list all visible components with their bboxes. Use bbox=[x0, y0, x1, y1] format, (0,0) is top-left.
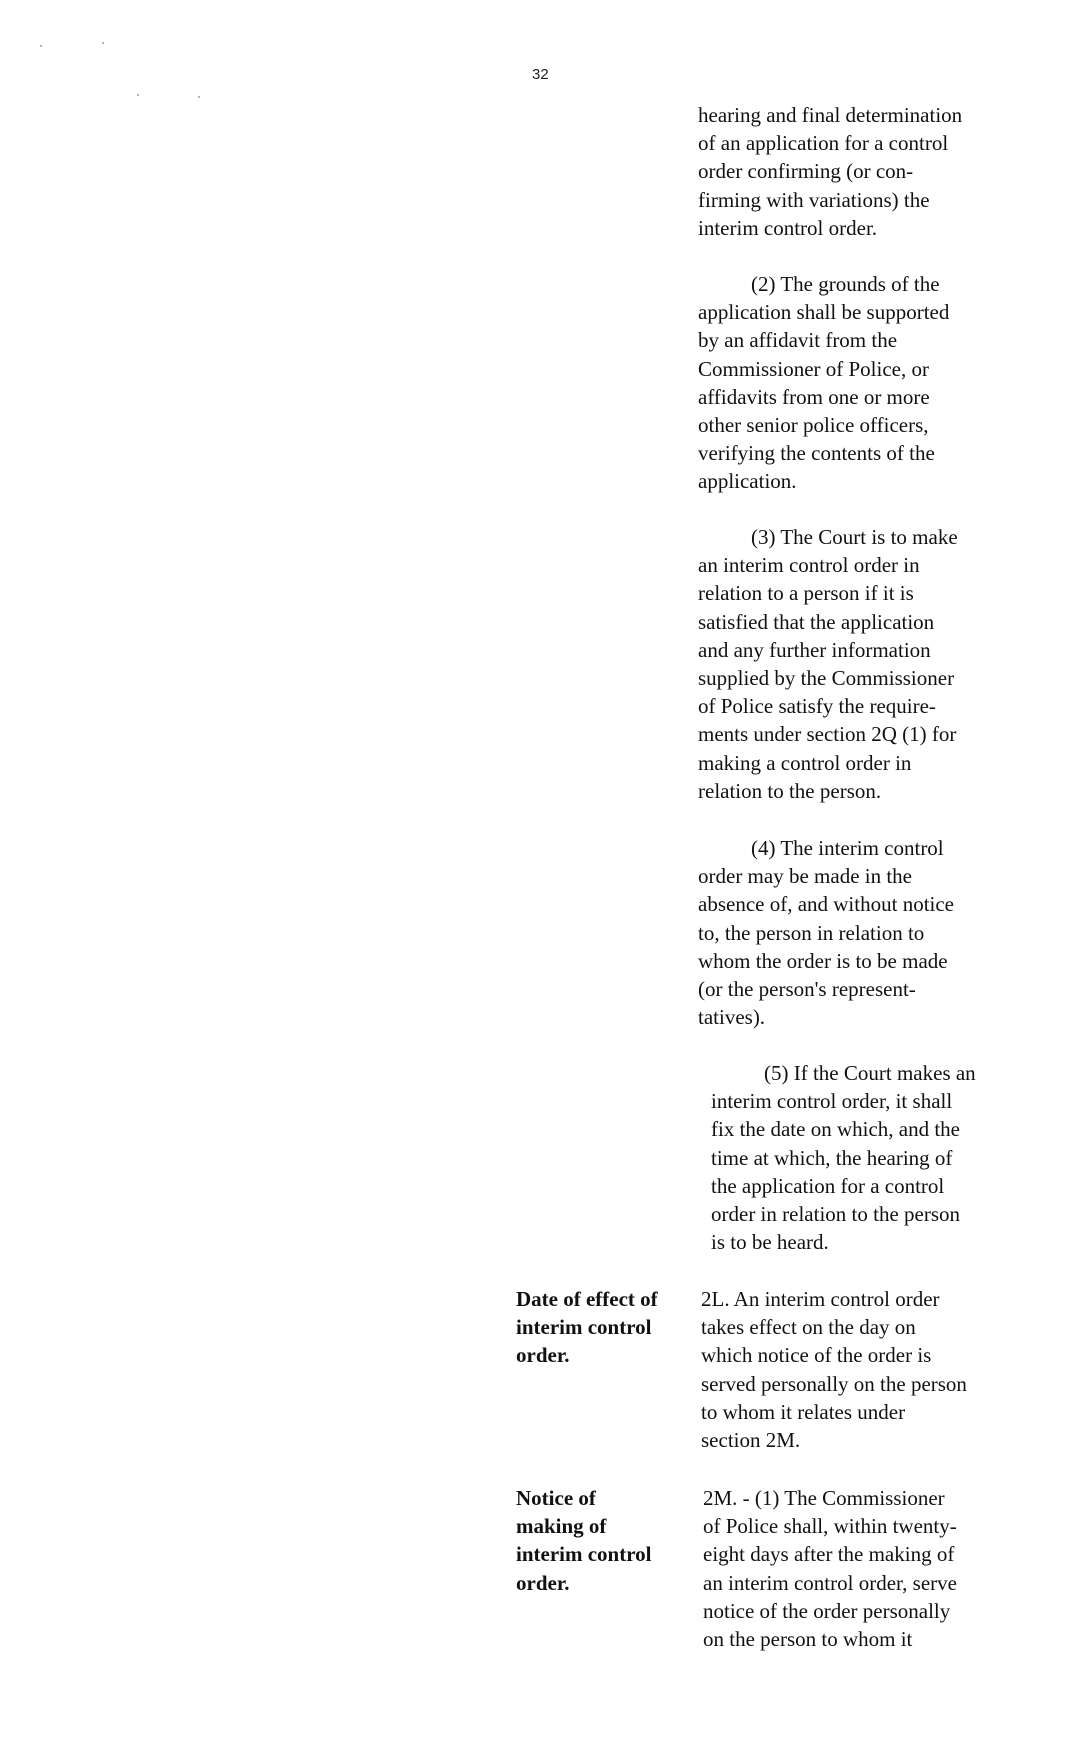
text-line: ments under section 2Q (1) for bbox=[698, 722, 957, 747]
text-line: order may be made in the bbox=[698, 864, 912, 889]
paragraph-section-2M bbox=[703, 1484, 1033, 1653]
text-line: by an affidavit from the bbox=[698, 328, 898, 353]
text-line: notice of the order personally bbox=[703, 1598, 951, 1623]
margin-note-date-of-effect bbox=[516, 1285, 696, 1370]
text-line: satisfied that the application bbox=[698, 609, 935, 634]
page-number: 32 bbox=[532, 66, 549, 83]
text-line: and any further information bbox=[698, 637, 931, 662]
text-line: on the person to whom it bbox=[703, 1627, 913, 1652]
margin-note-line: interim control bbox=[516, 1315, 652, 1340]
text-line: eight days after the making of bbox=[703, 1542, 955, 1567]
text-line: absence of, and without notice bbox=[698, 892, 954, 917]
text-line: hearing and final determination bbox=[698, 103, 963, 127]
paragraph-subsection-3 bbox=[698, 523, 1028, 805]
paragraph-subsection-5 bbox=[711, 1059, 1041, 1256]
text-line: whom the order is to be made bbox=[698, 948, 948, 973]
text-line: firming with variations) the bbox=[698, 187, 930, 212]
text-line: other senior police officers, bbox=[698, 413, 929, 438]
text-line: tatives). bbox=[698, 1005, 766, 1030]
scan-speck bbox=[198, 96, 200, 98]
paragraph-subsection-4 bbox=[698, 834, 1028, 1031]
scan-speck bbox=[137, 94, 139, 96]
text-line: (4) The interim control bbox=[751, 836, 944, 860]
text-line: served personally on the person bbox=[701, 1371, 967, 1396]
margin-note-line: interim control bbox=[516, 1542, 652, 1567]
text-line: an interim control order in bbox=[698, 553, 920, 578]
text-line: 2M. - (1) The Commissioner bbox=[703, 1486, 945, 1510]
text-line: (3) The Court is to make bbox=[751, 525, 958, 549]
text-line: Commissioner of Police, or bbox=[698, 356, 929, 381]
text-line: the application for a control bbox=[711, 1173, 945, 1198]
scan-speck bbox=[102, 42, 104, 44]
text-line: application. bbox=[698, 469, 797, 494]
text-line: affidavits from one or more bbox=[698, 384, 930, 409]
margin-note-line: Date of effect of bbox=[516, 1287, 658, 1311]
paragraph-continuation bbox=[698, 101, 1028, 242]
text-line: interim control order. bbox=[698, 215, 878, 240]
text-line: of an application for a control bbox=[698, 131, 949, 156]
margin-note-line: order. bbox=[516, 1570, 570, 1595]
text-line: fix the date on which, and the bbox=[711, 1117, 961, 1142]
text-line: of Police satisfy the require- bbox=[698, 694, 936, 719]
text-line: 2L. An interim control order bbox=[701, 1287, 940, 1311]
text-line: order confirming (or con- bbox=[698, 159, 914, 184]
text-line: an interim control order, serve bbox=[703, 1570, 957, 1595]
margin-note-line: Notice of bbox=[516, 1486, 596, 1510]
text-line: which notice of the order is bbox=[701, 1343, 932, 1368]
text-line: (2) The grounds of the bbox=[751, 272, 940, 296]
text-line: to, the person in relation to bbox=[698, 920, 925, 945]
text-line: is to be heard. bbox=[711, 1230, 829, 1255]
paragraph-subsection-2 bbox=[698, 270, 1028, 496]
text-line: (or the person's represent- bbox=[698, 977, 916, 1002]
text-line: verifying the contents of the bbox=[698, 441, 935, 466]
text-line: supplied by the Commissioner bbox=[698, 666, 955, 691]
text-line: to whom it relates under bbox=[701, 1399, 906, 1424]
text-line: order in relation to the person bbox=[711, 1202, 961, 1227]
text-line: making a control order in bbox=[698, 750, 912, 775]
text-line: section 2M. bbox=[701, 1428, 801, 1453]
text-line: time at which, the hearing of bbox=[711, 1145, 953, 1170]
margin-note-line: making of bbox=[516, 1514, 607, 1539]
text-line: of Police shall, within twenty- bbox=[703, 1514, 957, 1539]
paragraph-section-2L bbox=[701, 1285, 1031, 1454]
text-line: relation to a person if it is bbox=[698, 581, 914, 606]
margin-note-line: order. bbox=[516, 1343, 570, 1368]
text-line: (5) If the Court makes an bbox=[764, 1061, 976, 1085]
text-line: application shall be supported bbox=[698, 300, 950, 325]
margin-note-notice-of-making bbox=[516, 1484, 696, 1597]
text-line: relation to the person. bbox=[698, 778, 882, 803]
text-line: takes effect on the day on bbox=[701, 1315, 916, 1340]
scan-speck bbox=[40, 45, 42, 47]
text-line: interim control order, it shall bbox=[711, 1089, 953, 1114]
